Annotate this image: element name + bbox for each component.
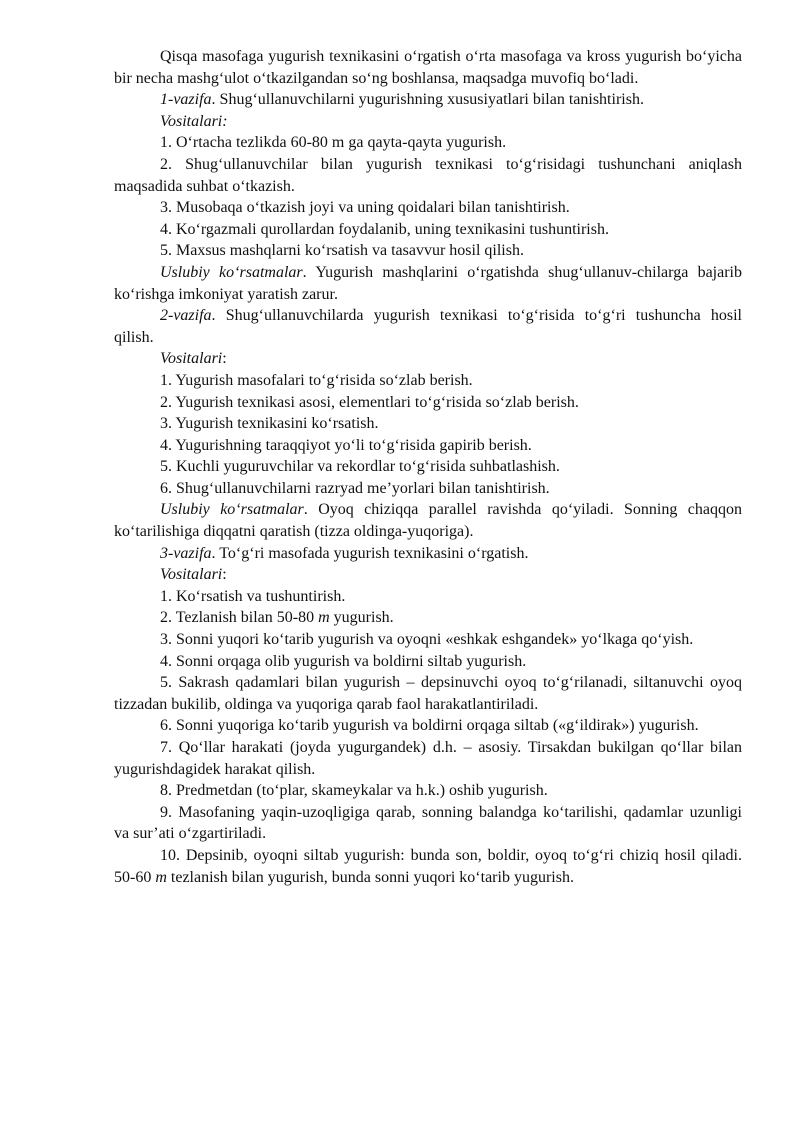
list-item: 7. Qo‘llar harakati (joyda yugurgandek) d.h. – asosiy. Tirsakdan bukilgan qo‘llar bilan yugurishdagidek harakat qilish. xyxy=(114,739,742,778)
list-item: 4. Sonni orqaga olib yugurish va boldirni siltab yugurish. xyxy=(160,652,527,670)
task-heading: 3-vazifa. To‘g‘ri masofada yugurish texnikasini o‘rgatish. xyxy=(160,544,529,562)
list-item: 4. Ko‘rgazmali qurollardan foydalanib, uning texnikasini tushuntirish. xyxy=(160,220,609,238)
list-item: 9. Masofaning yaqin-uzoqligiga qarab, sonning balandga ko‘tarilishi, qadamlar uzunligi va sur’ati o‘zgartiriladi. xyxy=(114,803,742,843)
document-page xyxy=(114,46,742,888)
list-item: 8. Predmetdan (to‘plar, skameykalar va h.k.) oshib yugurish. xyxy=(160,782,548,800)
means-heading: Vositalari: xyxy=(160,350,227,368)
means-heading: Vositalari: xyxy=(160,112,228,130)
list-item: 6. Sonni yuqoriga ko‘tarib yugurish va boldirni orqaga siltab («g‘ildirak») yugurish. xyxy=(160,717,699,735)
method-note: Uslubiy ko‘rsatmalar. Oyoq chiziqqa parallel ravishda qo‘yiladi. Sonning chaqqon ko‘tarilishiga diqqatni qaratish (tizza oldinga-yuqoriga). xyxy=(114,501,743,541)
method-note: Uslubiy ko‘rsatmalar. Yugurish mashqlarini o‘rgatishda shug‘ullanuv-chilarga bajarib ko‘rishga imkoniyat yaratish zarur. xyxy=(114,263,743,303)
list-item: 2. Shug‘ullanuvchilar bilan yugurish texnikasi to‘g‘risidagi tushunchani aniqlash maqsadida suhbat o‘tkazish. xyxy=(114,155,742,195)
list-item: 4. Yugurishning taraqqiyot yo‘li to‘g‘risida gapirib berish. xyxy=(160,436,532,454)
list-item: 2. Yugurish texnikasi asosi, elementlari to‘g‘risida so‘zlab berish. xyxy=(160,393,579,411)
task-heading: 2-vazifa. Shug‘ullanuvchilarda yugurish texnikasi to‘g‘risida to‘g‘ri tushuncha hosil qilish. xyxy=(114,307,742,346)
task-heading: 1-vazifa. Shug‘ullanuvchilarni yugurishning xususiyatlari bilan tanishtirish. xyxy=(160,91,644,109)
list-item: 3. Musobaqa o‘tkazish joyi va uning qoidalari bilan tanishtirish. xyxy=(160,199,570,217)
list-item: 2. Tezlanish bilan 50-80 m yugurish. xyxy=(160,609,394,627)
list-item: 5. Maxsus mashqlarni ko‘rsatish va tasavvur hosil qilish. xyxy=(160,242,524,260)
list-item: 10. Depsinib, oyoqni siltab yugurish: bunda son, boldir, oyoq to‘g‘ri chiziq hosil qiladi. 50-60 m tezlanish bilan yugurish, bunda sonni yuqori ko‘tarib yugurish. xyxy=(114,846,742,886)
list-item: 6. Shug‘ullanuvchilarni razryad me’yorlari bilan tanishtirish. xyxy=(160,479,550,497)
list-item: 1. Ko‘rsatish va tushuntirish. xyxy=(160,587,346,605)
list-item: 5. Kuchli yuguruvchilar va rekordlar to‘g‘risida suhbatlashish. xyxy=(160,458,560,476)
means-heading: Vositalari: xyxy=(160,566,227,584)
list-item: 1. O‘rtacha tezlikda 60-80 m ga qayta-qayta yugurish. xyxy=(160,134,507,152)
paragraph: Qisqa masofaga yugurish texnikasini o‘rgatish o‘rta masofaga va kross yugurish bo‘yicha bir necha mashg‘ulot o‘tkazilgandan so‘ng boshlansa, maqsadga muvofiq bo‘ladi. xyxy=(114,48,742,87)
list-item: 3. Yugurish texnikasini ko‘rsatish. xyxy=(160,415,379,433)
list-item: 1. Yugurish masofalari to‘g‘risida so‘zlab berish. xyxy=(160,371,473,389)
list-item: 5. Sakrash qadamlari bilan yugurish – depsinuvchi oyoq to‘g‘rilanadi, siltanuvchi oyoq tizzadan bukilib, oldinga va yuqoriga qarab faol harakatlantiriladi. xyxy=(114,674,742,713)
list-item: 3. Sonni yuqori ko‘tarib yugurish va oyoqni «eshkak eshgandek» yo‘lkaga qo‘yish. xyxy=(160,631,694,649)
